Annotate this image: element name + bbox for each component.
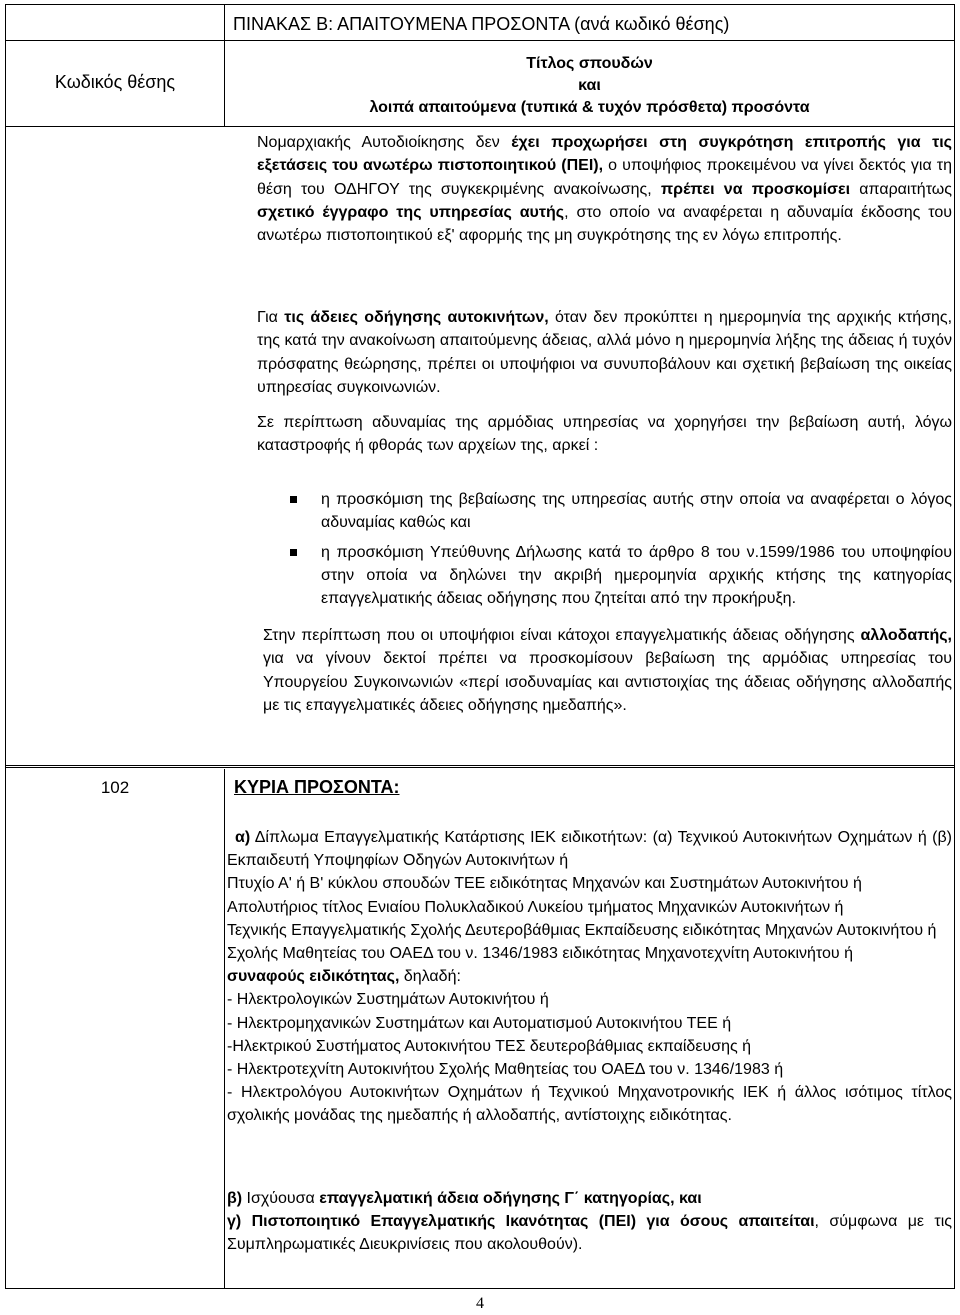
bullet-marker [290, 496, 297, 503]
qualification-a: α) Δίπλωμα Επαγγελματικής Κατάρτισης ΙΕΚ ειδικοτήτων: (α) Τεχνικού Αυτοκινήτων Οχημάτων ή (β) Εκπαιδευτή Υποψηφίων Οδηγών Αυτοκινήτων ή Πτυχίο Α' ή Β' κύκλου σπουδών ΤΕΕ ειδικότητας Μηχανών και Συστημάτων Αυτοκινήτου ή Απολυτήριος τίτλος Ενιαίου Πολυκλαδικού Λυκείου τμήματος Μηχανικών Αυτοκινήτων ή Τεχνικής Επαγγελματικής Σχολής Δευτεροβάθμιας Εκπαίδευσης ειδικότητας Μηχανών Αυτοκινήτου ή Σχολής Μαθητείας του ΟΑΕΔ του ν. 1346/1983 ειδικότητας Μηχανοτεχνίτη Αυτοκινήτου ή συναφούς ειδικότητας, δηλαδή: - Ηλεκτρολογικών Συστημάτων Αυτοκινήτου ή - Ηλεκτρομηχανικών Συστημάτων και Αυτοματισμού Αυτοκινήτου ΤΕΕ ή -Ηλεκτρικού Συστήματος Αυτοκινήτου ΤΕΣ δευτεροβάθμιας εκπαίδευσης ή - Ηλεκτροτεχνίτη Αυτοκινήτου Σχολής Μαθητείας του ΟΑΕΔ του ν. 1346/1983 ή - Ηλεκτρολόγου Αυτοκινήτων Οχημάτων ή Τεχνικού Μηχανοτρονικής ΙΕΚ ή άλλος ισότιμος τίτλος σχολικής μονάδας της ημεδαπής ή αλλοδαπής, αντίστοιχης ειδικότητας. [227, 829, 952, 1125]
qualifications-table [5, 4, 955, 1289]
notes-paragraph-4: Στην περίπτωση που οι υποψήφιοι είναι κάτοχοι επαγγελματικής άδειας οδήγησης αλλοδαπής, για να γίνουν δεκτοί πρέπει να προσκομίσουν βεβαίωση της αρμόδιας υπηρεσίας του Υπουργείου Συγκοινωνιών «περί ισοδυναμίας και αντιστοιχίας της άδειας οδήγησης αλλοδαπής με τις επαγγελματικές άδειες οδήγησης ημεδαπής». [263, 627, 952, 714]
notes-bullet-list [321, 488, 952, 610]
main-qualifications-heading: ΚΥΡΙΑ ΠΡΟΣΟΝΤΑ: [234, 777, 400, 797]
page-number: 4 [476, 1295, 484, 1312]
column-header-title: Τίτλος σπουδών και λοιπά απαιτούμενα (τυπικά & τυχόν πρόσθετα) προσόντα [369, 55, 810, 116]
row-divider [6, 765, 954, 768]
notes-paragraph-2: Για τις άδειες οδήγησης αυτοκινήτων, όταν δεν προκύπτει η ημερομηνία της αρχικής κτήσης, της κατά την ανακοίνωση απαιτούμενης άδειας, αλλά μόνο η ημερομηνία λήξης της άδειας ή τυχόν πρόσφατης θεώρησης, πρέπει οι υποψήφιοι να συνυποβάλουν και σχετική βεβαίωση της οικείας υπηρεσίας συγκοινωνιών. [257, 309, 953, 396]
table-title: ΠΙΝΑΚΑΣ Β: ΑΠΑΙΤΟΥΜΕΝΑ ΠΡΟΣΟΝΤΑ (ανά κωδικό θέσης) [233, 14, 730, 34]
bullet-item: η προσκόμιση της βεβαίωσης της υπηρεσίας αυτής στην οποία να αναφέρεται ο λόγος αδυναμίας καθώς και [321, 488, 952, 535]
position-code: 102 [100, 778, 130, 797]
column-header-code: Κωδικός θέσης [54, 72, 176, 92]
bullet-item: η προσκόμιση Υπεύθυνης Δήλωσης κατά το άρθρο 8 του ν.1599/1986 του υποψηφίου στην οποία να δηλώνει την ακριβή ημερομηνία αρχικής κτήσης της κατηγορίας επαγγελματικής άδειας οδήγησης που ζητείται από την προκήρυξη. [321, 541, 952, 611]
title-divider [6, 40, 954, 41]
column-divider [224, 769, 225, 1289]
notes-paragraph-1: Νομαρχιακής Αυτοδιοίκησης δεν έχει προχωρήσει στη συγκρότηση επιτροπής για τις εξετάσεις του ανωτέρω πιστοποιητικού (ΠΕΙ), ο υποψήφιος προκειμένου να γίνει δεκτός για τη θέση του ΟΔΗΓΟΥ της συγκεκριμένης ανακοίνωσης, πρέπει να προσκομίσει απαραιτήτως σχετικό έγγραφο της υπηρεσίας αυτής, στο οποίο να αναφέρεται η αδυναμία έκδοσης του ανωτέρω πιστοποιητικού εξ' αφορμής της μη συγκρότησης της εν λόγω επιτροπής. [257, 134, 952, 245]
notes-paragraph-3: Σε περίπτωση αδυναμίας της αρμόδιας υπηρεσίας να χορηγήσει την βεβαίωση αυτή, λόγω καταστροφής ή φθοράς των αρχείων της, αρκεί : [257, 414, 952, 455]
header-divider [6, 126, 954, 127]
bullet-marker [290, 549, 297, 556]
qualification-b-c: β) Ισχύουσα επαγγελματική άδεια οδήγησης Γ΄ κατηγορίας, και γ) Πιστοποιητικό Επαγγελματικής Ικανότητας (ΠΕΙ) για όσους απαιτείται, σύμφωνα με τις Συμπληρωματικές Διευκρινίσεις που ακολουθούν). [227, 1190, 953, 1254]
